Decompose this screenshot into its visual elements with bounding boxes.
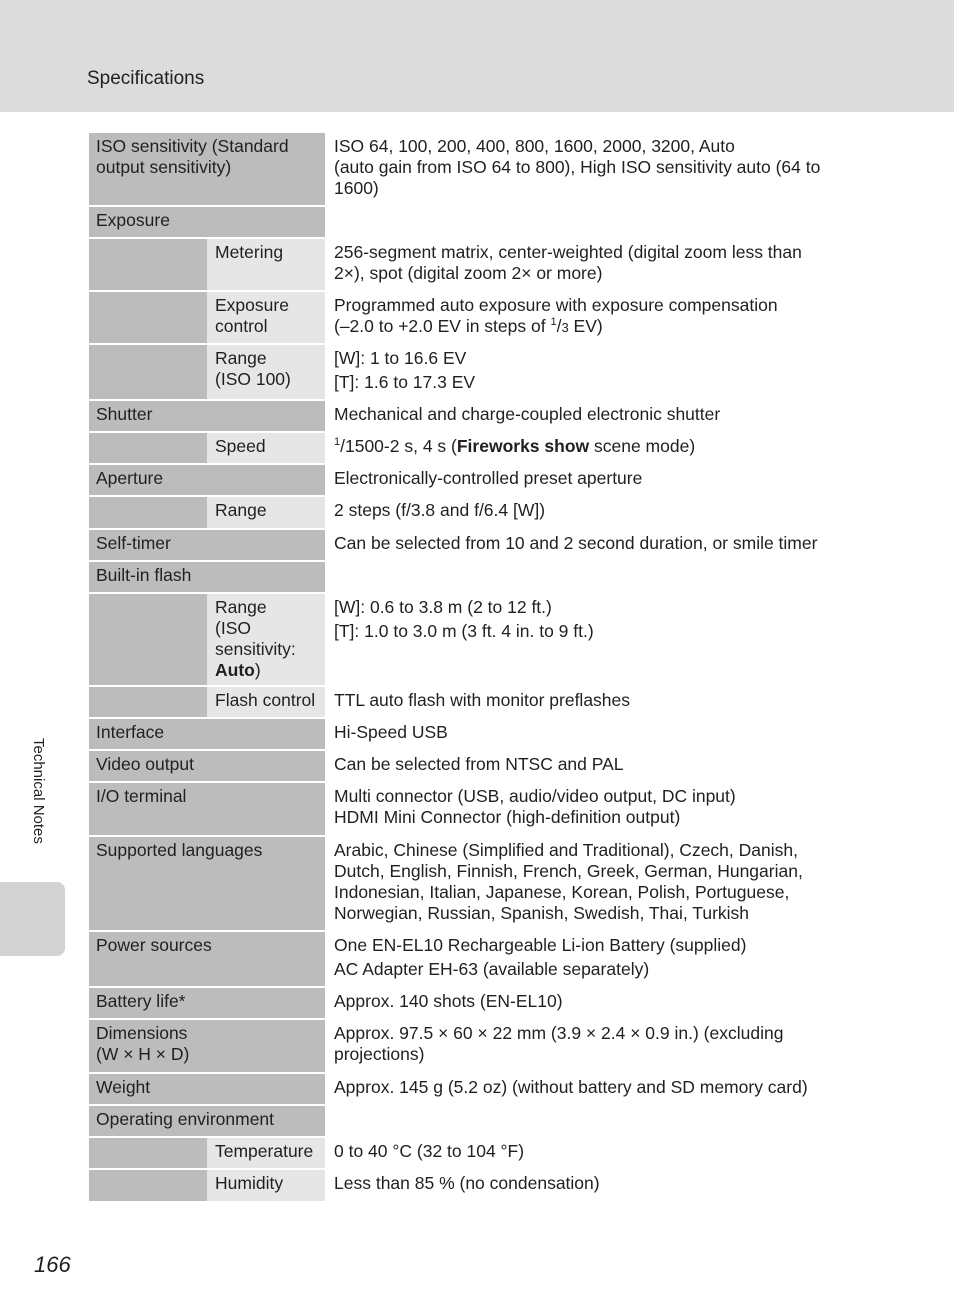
spec-value-video-output: Can be selected from NTSC and PAL xyxy=(325,749,869,781)
spec-label-interface: Interface xyxy=(89,717,325,749)
spec-label-text: Dimensions xyxy=(96,1023,188,1043)
spec-label-battery: Battery life* xyxy=(89,986,325,1018)
spec-value-empty xyxy=(325,205,869,237)
spec-label-metering: Metering xyxy=(207,237,325,290)
table-row xyxy=(89,717,869,749)
spec-value-shutter: Mechanical and charge-coupled electronic shutter xyxy=(325,399,869,431)
spec-value-text xyxy=(334,316,862,338)
spec-label-shutter: Shutter xyxy=(89,399,325,431)
spec-value-speed xyxy=(325,431,869,463)
spec-value-humidity: Less than 85 % (no condensation) xyxy=(325,1168,869,1201)
fraction-slash: / xyxy=(556,316,562,336)
spec-value-text: projections) xyxy=(334,1044,425,1064)
table-row xyxy=(89,131,869,205)
spec-value-languages xyxy=(325,835,869,930)
spec-value-text: Approx. 97.5 × 60 × 22 mm (3.9 × 2.4 × 0.9 in.) (excluding xyxy=(334,1023,784,1043)
spec-value-text: 256-segment matrix, center-weighted (digital zoom less than xyxy=(334,242,802,262)
header-band xyxy=(0,0,954,112)
indent-stub xyxy=(89,343,207,399)
spec-value-text: 2×), spot (digital zoom 2× or more) xyxy=(334,263,603,283)
table-row xyxy=(89,560,869,592)
table-row xyxy=(89,495,869,528)
fraction-denominator: 3 xyxy=(561,320,569,335)
table-row xyxy=(89,205,869,237)
table-row xyxy=(89,685,869,717)
spec-value-empty xyxy=(325,560,869,592)
scene-mode-name: Fireworks show xyxy=(456,436,590,456)
indent-stub xyxy=(89,495,207,528)
fraction-numerator: 1 xyxy=(334,436,341,449)
table-row xyxy=(89,986,869,1018)
spec-label-dimensions xyxy=(89,1018,325,1072)
spec-value-temperature: 0 to 40 °C (32 to 104 °F) xyxy=(325,1136,869,1168)
spec-value-text: Multi connector (USB, audio/video output, DC input) xyxy=(334,786,736,806)
spec-value-text: One EN-EL10 Rechargeable Li-ion Battery (supplied) xyxy=(334,935,747,955)
indent-stub xyxy=(89,1168,207,1201)
spec-label-speed: Speed xyxy=(207,431,325,463)
spec-value-flash-control: TTL auto flash with monitor preflashes xyxy=(325,685,869,717)
spec-label-environment: Operating environment xyxy=(89,1104,325,1136)
spec-value-text: [T]: 1.6 to 17.3 EV xyxy=(334,372,476,392)
spec-value-text: AC Adapter EH-63 (available separately) xyxy=(334,959,650,979)
spec-value-weight: Approx. 145 g (5.2 oz) (without battery and SD memory card) xyxy=(325,1072,869,1104)
spec-value-metering xyxy=(325,237,869,290)
spec-value-text: Arabic, Chinese (Simplified and Traditional), Czech, Danish, xyxy=(334,840,798,860)
spec-value-dimensions xyxy=(325,1018,869,1072)
spec-value-battery: Approx. 140 shots (EN-EL10) xyxy=(325,986,869,1018)
table-row xyxy=(89,1168,869,1201)
spec-value-text: Dutch, English, Finnish, French, Greek, German, Hungarian, xyxy=(334,861,803,881)
table-row xyxy=(89,781,869,835)
fraction-numerator: 1 xyxy=(550,316,557,329)
indent-stub xyxy=(89,592,207,685)
spec-label-text: Range xyxy=(215,348,267,368)
table-row xyxy=(89,1136,869,1168)
table-row xyxy=(89,237,869,290)
spec-value-text: 1600) xyxy=(334,178,379,198)
spec-label-aperture: Aperture xyxy=(89,463,325,495)
spec-label-iso xyxy=(89,131,325,205)
spec-label-temperature: Temperature xyxy=(207,1136,325,1168)
spec-value-interface: Hi-Speed USB xyxy=(325,717,869,749)
indent-stub xyxy=(89,1136,207,1168)
table-row xyxy=(89,399,869,431)
table-row xyxy=(89,343,869,399)
spec-value-iso xyxy=(325,131,869,205)
table-row xyxy=(89,749,869,781)
table-row xyxy=(89,1104,869,1136)
spec-label-exposure-range xyxy=(207,343,325,399)
indent-stub xyxy=(89,685,207,717)
indent-stub xyxy=(89,290,207,343)
spec-value-fragment: scene mode) xyxy=(589,436,696,456)
table-row xyxy=(89,930,869,986)
section-tab xyxy=(0,882,65,956)
spec-label-flash-range xyxy=(207,592,325,685)
spec-value-text: [T]: 1.0 to 3.0 m (3 ft. 4 in. to 9 ft.) xyxy=(334,621,594,641)
spec-value-text: ISO 64, 100, 200, 400, 800, 1600, 2000, 3200, Auto xyxy=(334,136,735,156)
spec-label-text: (W × H × D) xyxy=(96,1044,190,1064)
spec-value-text: [W]: 0.6 to 3.8 m (2 to 12 ft.) xyxy=(334,597,552,617)
indent-stub xyxy=(89,237,207,290)
spec-value-fragment: EV) xyxy=(568,316,603,336)
spec-label-self-timer: Self-timer xyxy=(89,528,325,560)
spec-label-humidity: Humidity xyxy=(207,1168,325,1201)
spec-label-exposure: Exposure xyxy=(89,205,325,237)
spec-value-text: [W]: 1 to 16.6 EV xyxy=(334,348,467,368)
table-row xyxy=(89,835,869,930)
spec-label-text: ISO sensitivity (Standard xyxy=(96,136,289,156)
page-number: 166 xyxy=(34,1252,71,1277)
spec-value-aperture: Electronically-controlled preset aperture xyxy=(325,463,869,495)
section-tab-label: Technical Notes xyxy=(30,738,47,844)
spec-label-fragment: (ISO sensitivity: xyxy=(215,618,296,659)
spec-label-video-output: Video output xyxy=(89,749,325,781)
table-row xyxy=(89,592,869,685)
spec-value-text: HDMI Mini Connector (high-definition output) xyxy=(334,807,681,827)
setting-name: Auto xyxy=(215,660,255,680)
table-row xyxy=(89,431,869,463)
page-header-title: Specifications xyxy=(87,68,205,89)
spec-label-exposure-control: Exposure control xyxy=(207,290,325,343)
specifications-table xyxy=(89,131,869,1201)
spec-value-self-timer: Can be selected from 10 and 2 second duration, or smile timer xyxy=(325,528,869,560)
table-row xyxy=(89,528,869,560)
spec-label-aperture-range: Range xyxy=(207,495,325,528)
spec-value-fragment: /1500-2 s, 4 s ( xyxy=(340,436,457,456)
spec-label-fragment: ) xyxy=(254,660,261,680)
spec-value-text: Norwegian, Russian, Spanish, Swedish, Thai, Turkish xyxy=(334,903,750,923)
table-row xyxy=(89,463,869,495)
spec-value-power xyxy=(325,930,869,986)
table-row xyxy=(89,1018,869,1072)
spec-value-flash-range xyxy=(325,592,869,685)
spec-value-aperture-range: 2 steps (f/3.8 and f/6.4 [W]) xyxy=(325,495,869,528)
spec-label-text: output sensitivity) xyxy=(96,157,232,177)
spec-value-text: (auto gain from ISO 64 to 800), High ISO sensitivity auto (64 to xyxy=(334,157,821,177)
spec-label-text: Range xyxy=(215,597,267,617)
table-row xyxy=(89,290,869,343)
spec-value-io-terminal xyxy=(325,781,869,835)
spec-label-io-terminal: I/O terminal xyxy=(89,781,325,835)
spec-label-text xyxy=(215,618,318,681)
spec-value-empty xyxy=(325,1104,869,1136)
spec-label-text: (ISO 100) xyxy=(215,369,291,389)
spec-value-text: Programmed auto exposure with exposure compensation xyxy=(334,295,778,315)
spec-value-fragment: (–2.0 to +2.0 EV in steps of xyxy=(334,316,551,336)
spec-label-weight: Weight xyxy=(89,1072,325,1104)
spec-label-flash: Built-in flash xyxy=(89,560,325,592)
spec-label-languages: Supported languages xyxy=(89,835,325,930)
indent-stub xyxy=(89,431,207,463)
spec-value-exposure-range xyxy=(325,343,869,399)
spec-value-text: Indonesian, Italian, Japanese, Korean, Polish, Portuguese, xyxy=(334,882,790,902)
spec-label-flash-control: Flash control xyxy=(207,685,325,717)
spec-label-power: Power sources xyxy=(89,930,325,986)
table-row xyxy=(89,1072,869,1104)
spec-value-exposure-control xyxy=(325,290,869,343)
